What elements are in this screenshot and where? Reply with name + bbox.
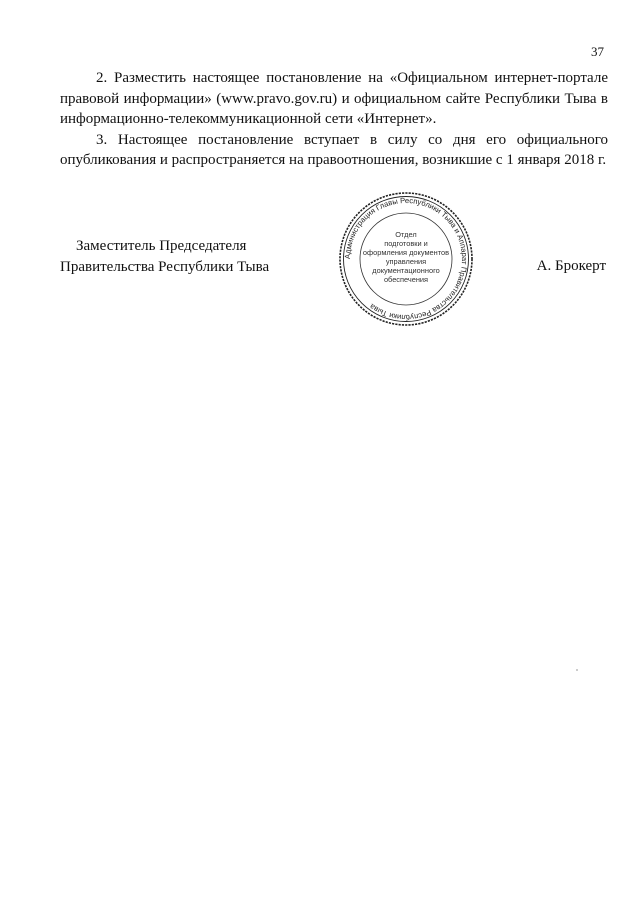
- stamp-text-line-4: управления: [385, 257, 427, 266]
- scan-speck: [576, 669, 578, 671]
- stamp-text-line-3: оформления документов: [362, 248, 450, 257]
- signatory-title-line-1: Заместитель Председателя: [76, 238, 247, 254]
- page-number: 37: [591, 44, 604, 59]
- stamp-seal-graphic: [337, 190, 475, 328]
- stamp-text-line-5: документационного: [372, 266, 440, 275]
- paragraph-2: 2. Разместить настоящее постановление на «Официальном интернет-портале правовой информации» (www.pravo.gov.ru) и официальном сайте Республики Тыва в информационно-телекоммуникационной сети «Интернет».: [60, 70, 608, 127]
- stamp-text-line-2: подготовки и: [384, 239, 428, 248]
- stamp-text-line-6: обеспечения: [383, 275, 429, 284]
- official-stamp: [337, 190, 475, 328]
- document-body: [60, 68, 608, 171]
- signatory-name: А. Брокерт: [536, 258, 606, 274]
- signatory-title: [60, 236, 269, 277]
- stamp-ring-text: Администрация Главы Республики Тыва и Аппарат Правительства Республики Тыва: [342, 195, 470, 323]
- paragraph-3: 3. Настоящее постановление вступает в силу со дня его официального опубликования и распространяется на правоотношения, возникшие с 1 января 2018 г.: [60, 131, 608, 168]
- stamp-text-line-1: Отдел: [395, 230, 417, 239]
- signatory-title-line-2: Правительства Республики Тыва: [60, 258, 270, 275]
